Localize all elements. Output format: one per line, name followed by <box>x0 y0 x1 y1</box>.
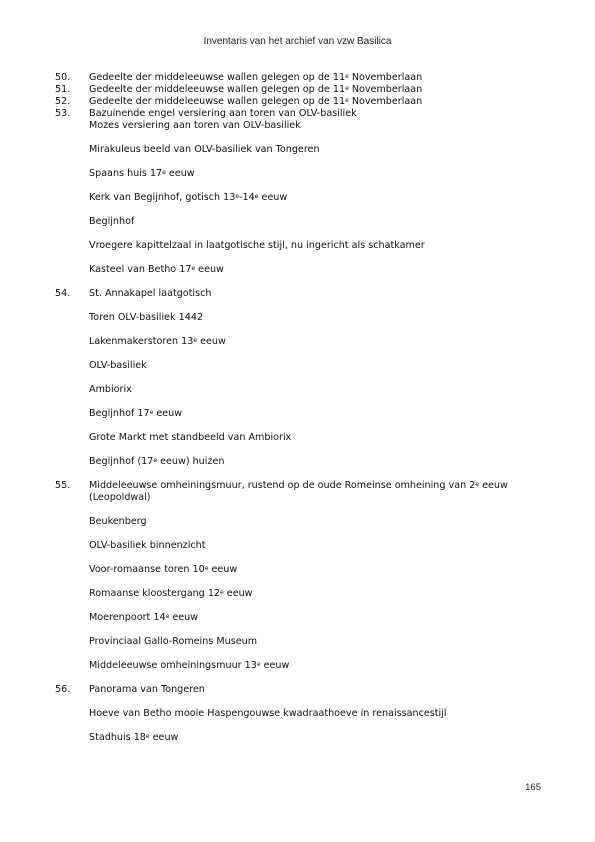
entry-text <box>89 288 211 299</box>
inventory-entry <box>55 732 545 744</box>
inventory-entry <box>55 432 545 444</box>
inventory-entry <box>55 192 545 204</box>
entry-text <box>89 108 357 119</box>
page-number: 165 <box>525 782 541 793</box>
entry-text-part: Vroegere kapittelzaal in laatgotische stijl, nu ingericht als schatkamer <box>89 240 425 251</box>
inventory-entry <box>55 96 545 108</box>
entry-text-part: Stadhuis 18 <box>89 732 146 743</box>
inventory-entry <box>55 336 545 348</box>
entry-text-part: Beukenberg <box>89 516 147 527</box>
entry-text-part: Grote Markt met standbeeld van Ambiorix <box>89 432 292 443</box>
inventory-entry <box>55 384 545 396</box>
entry-text <box>89 96 422 107</box>
entry-text <box>89 636 257 647</box>
entry-text <box>89 168 195 179</box>
entry-text <box>89 660 289 671</box>
entry-text-part: eeuw <box>165 168 195 179</box>
entry-text <box>89 564 237 575</box>
entry-text-part: Novemberlaan <box>348 84 423 95</box>
entry-text-part: Middeleeuwse omheiningsmuur, rustend op de oude Romeinse omheining van 2 <box>89 480 476 491</box>
superscript: e <box>153 457 158 464</box>
entry-number: 53. <box>55 108 71 119</box>
entry-text-part: Begijnhof (17 <box>89 456 154 467</box>
inventory-entry <box>55 264 545 276</box>
entry-text-part: St. Annakapel laatgotisch <box>89 288 212 299</box>
inventory-entry <box>55 108 545 120</box>
inventory-entry <box>55 588 545 600</box>
inventory-entry <box>55 708 545 720</box>
entry-text-part: Provinciaal Gallo-Romeins Museum <box>89 636 258 647</box>
inventory-entry <box>55 480 545 504</box>
entry-text <box>89 456 224 467</box>
entry-text <box>89 264 224 275</box>
entry-text-part: Gedeelte der middeleeuwse wallen gelegen op de 11 <box>89 84 346 95</box>
entry-number: 55. <box>55 480 71 491</box>
inventory-entry <box>55 240 545 252</box>
entry-text <box>89 480 508 503</box>
inventory-entry <box>55 216 545 228</box>
entry-text-part: Gedeelte der middeleeuwse wallen gelegen op de 11 <box>89 96 346 107</box>
entry-text-part: eeuw) huizen <box>157 456 225 467</box>
inventory-list <box>55 72 545 744</box>
inventory-entry <box>55 408 545 420</box>
entry-number: 56. <box>55 684 71 695</box>
entry-text <box>89 144 320 155</box>
inventory-entry <box>55 564 545 576</box>
entry-number: 54. <box>55 288 71 299</box>
entry-text-part: Kerk van Begijnhof, gotisch 13 <box>89 192 236 203</box>
superscript: e <box>235 193 240 200</box>
inventory-entry <box>55 660 545 672</box>
superscript: e <box>475 481 480 488</box>
entry-text-part: eeuw <box>223 588 253 599</box>
superscript: e <box>193 337 198 344</box>
inventory-entry <box>55 288 545 300</box>
entry-text-part: OLV-basiliek <box>89 360 147 371</box>
inventory-entry <box>55 636 545 648</box>
entry-text-part: eeuw <box>195 264 224 275</box>
entry-text-part: Voor-romaanse toren 10 <box>89 564 205 575</box>
entry-text-part: Mirakuleus beeld van OLV-basiliek van Tongeren <box>89 144 320 155</box>
superscript: e <box>191 265 196 272</box>
inventory-entry <box>55 168 545 180</box>
entry-text-part: Moerenpoort 14 <box>89 612 166 623</box>
entry-text <box>89 240 425 251</box>
inventory-entry <box>55 144 545 156</box>
entry-text-part: eeuw <box>197 336 226 347</box>
page-header: Inventaris van het archief van vzw Basilica <box>203 36 392 47</box>
inventory-entry <box>55 516 545 528</box>
entry-number: 50. <box>55 72 71 83</box>
superscript: e <box>162 169 166 176</box>
entry-text-part: Panorama van Tongeren <box>89 684 205 695</box>
entry-text-part: eeuw <box>260 660 290 671</box>
entry-text-part: Begijnhof <box>89 216 135 227</box>
entry-text-part: Novemberlaan <box>348 96 423 107</box>
entry-text <box>89 408 182 419</box>
superscript: e <box>345 73 349 80</box>
entry-text-part: eeuw (Leopoldwal) <box>89 480 508 503</box>
entry-text-part: Kasteel van Betho 17 <box>89 264 192 275</box>
entry-text <box>89 216 134 227</box>
superscript: e <box>345 97 349 104</box>
superscript: e <box>165 613 170 620</box>
entry-text-part: Spaans huis 17 <box>89 168 163 179</box>
entry-text <box>89 360 147 371</box>
entry-text-part: eeuw <box>169 612 199 623</box>
entry-text-part: Romaanse kloostergang 12 <box>89 588 221 599</box>
entry-text-part: Bazuinende engel versiering aan toren van OLV-basiliek <box>89 108 357 119</box>
inventory-entry <box>55 684 545 696</box>
entry-text <box>89 336 226 347</box>
entry-text <box>89 684 205 695</box>
superscript: e <box>220 589 224 596</box>
entry-text-part: Mozes versiering aan toren van OLV-basiliek <box>89 120 301 131</box>
entry-text-part: Begijnhof 17 <box>89 408 150 419</box>
superscript: e <box>345 85 349 92</box>
entry-text <box>89 384 132 395</box>
entry-text-part: eeuw <box>149 732 179 743</box>
entry-text-part: Ambiorix <box>89 384 132 395</box>
entry-text <box>89 540 206 551</box>
superscript: e <box>254 193 259 200</box>
entry-text <box>89 72 422 83</box>
entry-text-part: eeuw <box>153 408 183 419</box>
entry-text-part: Middeleeuwse omheiningsmuur 13 <box>89 660 257 671</box>
superscript: e <box>149 409 154 416</box>
entry-text <box>89 312 203 323</box>
inventory-entry <box>55 540 545 552</box>
entry-text <box>89 120 301 131</box>
inventory-entry <box>55 360 545 372</box>
inventory-entry <box>55 84 545 96</box>
entry-text <box>89 192 287 203</box>
entry-text <box>89 84 422 95</box>
entry-text-part: eeuw <box>208 564 238 575</box>
inventory-entry <box>55 120 545 132</box>
entry-text <box>89 708 447 719</box>
superscript: e <box>256 661 261 668</box>
inventory-entry <box>55 72 545 84</box>
inventory-entry <box>55 312 545 324</box>
entry-text-part: Toren OLV-basiliek 1442 <box>89 312 204 323</box>
entry-text <box>89 516 147 527</box>
entry-text <box>89 732 178 743</box>
entry-text-part: Gedeelte der middeleeuwse wallen gelegen op de 11 <box>89 72 346 83</box>
entry-number: 52. <box>55 96 71 107</box>
entry-text-part: -14 <box>239 192 255 203</box>
inventory-entry <box>55 456 545 468</box>
entry-number: 51. <box>55 84 71 95</box>
superscript: e <box>204 565 209 572</box>
superscript: e <box>145 733 150 740</box>
entry-text-part: Lakenmakerstoren 13 <box>89 336 194 347</box>
entry-text-part: Hoeve van Betho mooie Haspengouwse kwadraathoeve in renaissancestijl <box>89 708 447 719</box>
entry-text-part: eeuw <box>258 192 288 203</box>
entry-text <box>89 588 253 599</box>
entry-text <box>89 432 291 443</box>
inventory-entry <box>55 612 545 624</box>
entry-text-part: Novemberlaan <box>348 72 423 83</box>
entry-text <box>89 612 198 623</box>
entry-text-part: OLV-basiliek binnenzicht <box>89 540 206 551</box>
